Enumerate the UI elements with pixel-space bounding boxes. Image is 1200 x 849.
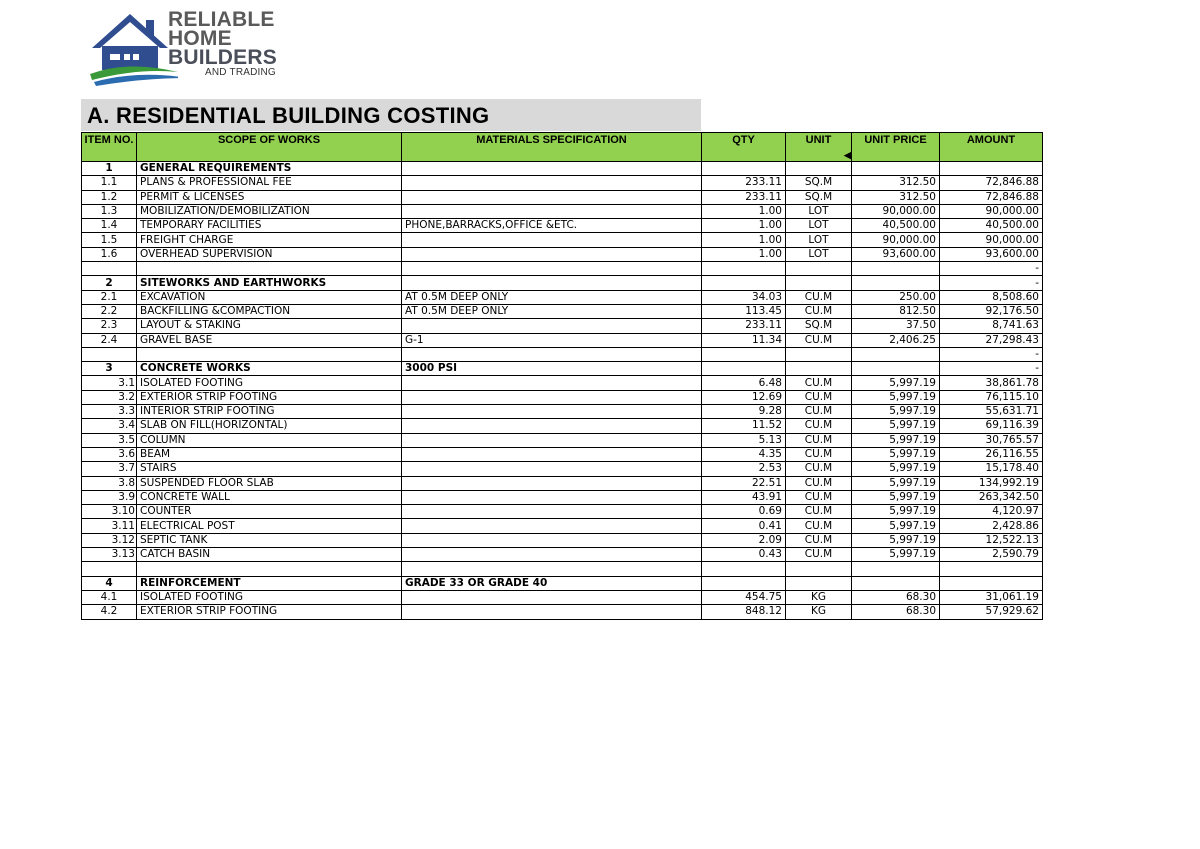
- cell-item-no[interactable]: 2.4: [82, 333, 137, 347]
- header-item-no: ITEM NO.: [82, 133, 137, 162]
- cell-amount[interactable]: -: [940, 262, 1043, 276]
- section-header-row: [82, 276, 1043, 290]
- cell-materials[interactable]: [402, 190, 702, 204]
- cell-item-no[interactable]: 1.1: [82, 176, 137, 190]
- cell-item-no[interactable]: 1: [82, 162, 137, 176]
- cell-materials[interactable]: [402, 533, 702, 547]
- cell-unit[interactable]: [786, 562, 852, 576]
- cell-qty[interactable]: 454.75: [702, 590, 786, 604]
- cell-item-no[interactable]: 1.3: [82, 204, 137, 218]
- cell-qty[interactable]: 233.11: [702, 319, 786, 333]
- cell-scope[interactable]: MOBILIZATION/DEMOBILIZATION: [137, 204, 402, 218]
- cell-scope[interactable]: EXTERIOR STRIP FOOTING: [137, 605, 402, 619]
- header-scope: SCOPE OF WORKS: [137, 133, 402, 162]
- cell-amount[interactable]: 55,631.71: [940, 405, 1043, 419]
- cell-qty[interactable]: 6.48: [702, 376, 786, 390]
- cell-unit[interactable]: [786, 276, 852, 290]
- cell-qty[interactable]: [702, 162, 786, 176]
- cell-unit-price[interactable]: 5,997.19: [852, 390, 940, 404]
- cell-unit[interactable]: CU.M: [786, 376, 852, 390]
- cell-unit-price[interactable]: 5,997.19: [852, 519, 940, 533]
- cell-unit-price[interactable]: 312.50: [852, 190, 940, 204]
- cell-materials[interactable]: PHONE,BARRACKS,OFFICE &ETC.: [402, 219, 702, 233]
- cell-amount[interactable]: 2,428.86: [940, 519, 1043, 533]
- table-row: [82, 190, 1043, 204]
- cell-amount[interactable]: 72,846.88: [940, 176, 1043, 190]
- cell-amount[interactable]: [940, 162, 1043, 176]
- cell-materials[interactable]: [402, 519, 702, 533]
- cell-materials[interactable]: [402, 176, 702, 190]
- cell-amount[interactable]: 26,116.55: [940, 447, 1043, 461]
- cell-unit[interactable]: CU.M: [786, 476, 852, 490]
- cell-scope[interactable]: INTERIOR STRIP FOOTING: [137, 405, 402, 419]
- cell-item-no[interactable]: 3: [82, 362, 137, 376]
- cell-unit-price[interactable]: [852, 162, 940, 176]
- cell-unit-price[interactable]: 812.50: [852, 304, 940, 318]
- cell-scope[interactable]: SITEWORKS AND EARTHWORKS: [137, 276, 402, 290]
- costing-table: [81, 132, 1043, 620]
- cell-materials[interactable]: [402, 405, 702, 419]
- cell-qty[interactable]: 9.28: [702, 405, 786, 419]
- cell-materials[interactable]: [402, 447, 702, 461]
- cell-scope[interactable]: CONCRETE WALL: [137, 490, 402, 504]
- cell-qty[interactable]: [702, 276, 786, 290]
- cell-materials[interactable]: AT 0.5M DEEP ONLY: [402, 290, 702, 304]
- cell-materials[interactable]: [402, 548, 702, 562]
- cell-amount[interactable]: 40,500.00: [940, 219, 1043, 233]
- cell-item-no[interactable]: 2.2: [82, 304, 137, 318]
- cell-materials[interactable]: [402, 233, 702, 247]
- cell-unit-price[interactable]: 5,997.19: [852, 433, 940, 447]
- table-row: [82, 347, 1043, 361]
- cell-unit[interactable]: CU.M: [786, 533, 852, 547]
- cell-unit[interactable]: CU.M: [786, 548, 852, 562]
- cell-scope[interactable]: PLANS & PROFESSIONAL FEE: [137, 176, 402, 190]
- table-row: [82, 204, 1043, 218]
- cell-unit[interactable]: KG: [786, 605, 852, 619]
- cell-unit[interactable]: LOT: [786, 219, 852, 233]
- cell-unit-price[interactable]: 312.50: [852, 176, 940, 190]
- cell-materials[interactable]: 3000 PSI: [402, 362, 702, 376]
- cell-scope[interactable]: REINFORCEMENT: [137, 576, 402, 590]
- table-row: [82, 304, 1043, 318]
- cell-materials[interactable]: [402, 247, 702, 261]
- cell-unit-price[interactable]: [852, 262, 940, 276]
- cell-qty[interactable]: 233.11: [702, 190, 786, 204]
- logo-line3: BUILDERS: [168, 46, 277, 69]
- cell-materials[interactable]: [402, 390, 702, 404]
- table-row: [82, 390, 1043, 404]
- cell-item-no[interactable]: 4: [82, 576, 137, 590]
- cell-unit[interactable]: CU.M: [786, 519, 852, 533]
- cell-unit[interactable]: SQ.M: [786, 190, 852, 204]
- cell-unit-price[interactable]: 250.00: [852, 290, 940, 304]
- logo-line2: HOME: [168, 27, 232, 50]
- cell-materials[interactable]: [402, 505, 702, 519]
- cell-materials[interactable]: GRADE 33 OR GRADE 40: [402, 576, 702, 590]
- cell-item-no[interactable]: 3.13: [82, 548, 137, 562]
- cell-qty[interactable]: 2.53: [702, 462, 786, 476]
- cell-unit[interactable]: CU.M: [786, 447, 852, 461]
- cell-qty[interactable]: 1.00: [702, 204, 786, 218]
- cell-amount[interactable]: [940, 562, 1043, 576]
- cell-amount[interactable]: 8,508.60: [940, 290, 1043, 304]
- cell-materials[interactable]: G-1: [402, 333, 702, 347]
- cell-amount[interactable]: 15,178.40: [940, 462, 1043, 476]
- cell-unit[interactable]: LOT: [786, 233, 852, 247]
- cell-materials[interactable]: [402, 276, 702, 290]
- cell-amount[interactable]: 76,115.10: [940, 390, 1043, 404]
- cell-scope[interactable]: EXCAVATION: [137, 290, 402, 304]
- table-header-row: [82, 133, 1043, 162]
- cell-unit-price[interactable]: 5,997.19: [852, 405, 940, 419]
- cell-scope[interactable]: FREIGHT CHARGE: [137, 233, 402, 247]
- cell-qty[interactable]: 0.69: [702, 505, 786, 519]
- cell-item-no[interactable]: 2.3: [82, 319, 137, 333]
- cell-qty[interactable]: 113.45: [702, 304, 786, 318]
- cell-amount[interactable]: 31,061.19: [940, 590, 1043, 604]
- cell-amount[interactable]: 38,861.78: [940, 376, 1043, 390]
- page-title: A. RESIDENTIAL BUILDING COSTING: [87, 103, 490, 128]
- cell-unit-price[interactable]: [852, 276, 940, 290]
- table-row: [82, 605, 1043, 619]
- cell-amount[interactable]: 4,120.97: [940, 505, 1043, 519]
- cell-item-no[interactable]: 3.4: [82, 419, 137, 433]
- cell-qty[interactable]: 1.00: [702, 247, 786, 261]
- cell-qty[interactable]: 848.12: [702, 605, 786, 619]
- cell-materials[interactable]: [402, 605, 702, 619]
- table-row: [82, 405, 1043, 419]
- cell-unit[interactable]: CU.M: [786, 433, 852, 447]
- cell-unit-price[interactable]: 5,997.19: [852, 462, 940, 476]
- cell-scope[interactable]: [137, 562, 402, 576]
- cell-unit-price[interactable]: 5,997.19: [852, 476, 940, 490]
- cell-unit[interactable]: CU.M: [786, 290, 852, 304]
- cell-scope[interactable]: BACKFILLING &COMPACTION: [137, 304, 402, 318]
- cell-qty[interactable]: [702, 362, 786, 376]
- cell-qty[interactable]: [702, 562, 786, 576]
- cell-item-no[interactable]: 4.2: [82, 605, 137, 619]
- section-header-row: [82, 576, 1043, 590]
- cell-qty[interactable]: 43.91: [702, 490, 786, 504]
- cell-qty[interactable]: 1.00: [702, 233, 786, 247]
- cell-unit-price[interactable]: 5,997.19: [852, 490, 940, 504]
- table-row: [82, 490, 1043, 504]
- cell-scope[interactable]: SUSPENDED FLOOR SLAB: [137, 476, 402, 490]
- title-bar: [81, 99, 701, 131]
- cell-amount[interactable]: 12,522.13: [940, 533, 1043, 547]
- cell-unit-price[interactable]: 2,406.25: [852, 333, 940, 347]
- cell-unit[interactable]: [786, 162, 852, 176]
- cell-scope[interactable]: COLUMN: [137, 433, 402, 447]
- cell-qty[interactable]: 0.43: [702, 548, 786, 562]
- cell-unit[interactable]: CU.M: [786, 490, 852, 504]
- table-row: [82, 247, 1043, 261]
- cell-scope[interactable]: [137, 347, 402, 361]
- cell-scope[interactable]: OVERHEAD SUPERVISION: [137, 247, 402, 261]
- cell-amount[interactable]: 72,846.88: [940, 190, 1043, 204]
- cell-unit-price[interactable]: 5,997.19: [852, 419, 940, 433]
- cell-item-no[interactable]: 2.1: [82, 290, 137, 304]
- header-qty: QTY: [702, 133, 786, 162]
- cell-scope[interactable]: PERMIT & LICENSES: [137, 190, 402, 204]
- cell-item-no[interactable]: 4.1: [82, 590, 137, 604]
- cell-unit-price[interactable]: [852, 576, 940, 590]
- cell-materials[interactable]: [402, 319, 702, 333]
- cell-unit[interactable]: KG: [786, 590, 852, 604]
- cell-scope[interactable]: BEAM: [137, 447, 402, 461]
- cell-unit[interactable]: CU.M: [786, 405, 852, 419]
- cell-amount[interactable]: 8,741.63: [940, 319, 1043, 333]
- header-materials: MATERIALS SPECIFICATION: [402, 133, 702, 162]
- table-row: [82, 290, 1043, 304]
- cell-materials[interactable]: [402, 490, 702, 504]
- cell-item-no[interactable]: 3.10: [82, 505, 137, 519]
- cell-amount[interactable]: 90,000.00: [940, 233, 1043, 247]
- cell-amount[interactable]: 134,992.19: [940, 476, 1043, 490]
- cell-scope[interactable]: GENERAL REQUIREMENTS: [137, 162, 402, 176]
- table-row: [82, 433, 1043, 447]
- cell-unit[interactable]: LOT: [786, 204, 852, 218]
- cell-item-no[interactable]: 3.7: [82, 462, 137, 476]
- cell-scope[interactable]: [137, 262, 402, 276]
- header-unit[interactable]: UNIT ◀: [786, 133, 852, 162]
- cell-scope[interactable]: COUNTER: [137, 505, 402, 519]
- cell-amount[interactable]: 93,600.00: [940, 247, 1043, 261]
- table-row: [82, 447, 1043, 461]
- cell-scope[interactable]: CATCH BASIN: [137, 548, 402, 562]
- cell-unit-price[interactable]: [852, 347, 940, 361]
- cell-scope[interactable]: SEPTIC TANK: [137, 533, 402, 547]
- cell-unit-price[interactable]: 37.50: [852, 319, 940, 333]
- cell-item-no[interactable]: 3.5: [82, 433, 137, 447]
- cell-qty[interactable]: 12.69: [702, 390, 786, 404]
- cell-qty[interactable]: 4.35: [702, 447, 786, 461]
- cell-materials[interactable]: [402, 376, 702, 390]
- cell-qty[interactable]: [702, 347, 786, 361]
- cell-item-no[interactable]: 1.6: [82, 247, 137, 261]
- cell-item-no[interactable]: [82, 347, 137, 361]
- table-row: [82, 590, 1043, 604]
- cell-qty[interactable]: [702, 576, 786, 590]
- cell-amount[interactable]: -: [940, 347, 1043, 361]
- cell-unit-price[interactable]: 68.30: [852, 605, 940, 619]
- cell-materials[interactable]: [402, 162, 702, 176]
- cell-unit-price[interactable]: 5,997.19: [852, 447, 940, 461]
- cell-unit[interactable]: CU.M: [786, 304, 852, 318]
- cell-scope[interactable]: GRAVEL BASE: [137, 333, 402, 347]
- cell-amount[interactable]: 69,116.39: [940, 419, 1043, 433]
- cell-unit-price[interactable]: [852, 362, 940, 376]
- cell-scope[interactable]: CONCRETE WORKS: [137, 362, 402, 376]
- cell-item-no[interactable]: [82, 262, 137, 276]
- cell-item-no[interactable]: [82, 562, 137, 576]
- table-row: [82, 376, 1043, 390]
- cell-amount[interactable]: 263,342.50: [940, 490, 1043, 504]
- cell-unit-price[interactable]: 5,997.19: [852, 376, 940, 390]
- cell-item-no[interactable]: 1.2: [82, 190, 137, 204]
- cell-amount[interactable]: 57,929.62: [940, 605, 1043, 619]
- cell-qty[interactable]: 5.13: [702, 433, 786, 447]
- cell-scope[interactable]: LAYOUT & STAKING: [137, 319, 402, 333]
- cell-amount[interactable]: -: [940, 362, 1043, 376]
- cell-scope[interactable]: ELECTRICAL POST: [137, 519, 402, 533]
- cell-unit-price[interactable]: 5,997.19: [852, 505, 940, 519]
- cell-amount[interactable]: -: [940, 276, 1043, 290]
- cell-unit[interactable]: SQ.M: [786, 176, 852, 190]
- cell-unit[interactable]: CU.M: [786, 333, 852, 347]
- cell-unit[interactable]: [786, 262, 852, 276]
- table-row: [82, 462, 1043, 476]
- cell-unit-price[interactable]: 93,600.00: [852, 247, 940, 261]
- cell-materials[interactable]: [402, 476, 702, 490]
- cell-scope[interactable]: ISOLATED FOOTING: [137, 590, 402, 604]
- cell-unit[interactable]: SQ.M: [786, 319, 852, 333]
- company-logo: [88, 8, 306, 90]
- cell-amount[interactable]: 2,590.79: [940, 548, 1043, 562]
- cell-unit-price[interactable]: 90,000.00: [852, 204, 940, 218]
- house-logo-icon: [88, 8, 178, 90]
- table-row: [82, 505, 1043, 519]
- header-unit-price: UNIT PRICE: [852, 133, 940, 162]
- cell-amount[interactable]: [940, 576, 1043, 590]
- table-row: [82, 548, 1043, 562]
- table-row: [82, 262, 1043, 276]
- cell-unit[interactable]: CU.M: [786, 419, 852, 433]
- cell-item-no[interactable]: 3.12: [82, 533, 137, 547]
- cell-item-no[interactable]: 3.9: [82, 490, 137, 504]
- cell-unit-price[interactable]: 40,500.00: [852, 219, 940, 233]
- cell-unit-price[interactable]: 68.30: [852, 590, 940, 604]
- cell-item-no[interactable]: 3.11: [82, 519, 137, 533]
- cell-amount[interactable]: 90,000.00: [940, 204, 1043, 218]
- cell-materials[interactable]: [402, 433, 702, 447]
- cell-unit-price[interactable]: 5,997.19: [852, 548, 940, 562]
- header-amount: AMOUNT: [940, 133, 1043, 162]
- table-row: [82, 419, 1043, 433]
- cell-scope[interactable]: STAIRS: [137, 462, 402, 476]
- table-row: [82, 476, 1043, 490]
- section-header-row: [82, 162, 1043, 176]
- cell-amount[interactable]: 92,176.50: [940, 304, 1043, 318]
- cell-unit[interactable]: LOT: [786, 247, 852, 261]
- table-row: [82, 533, 1043, 547]
- cell-unit-price[interactable]: 90,000.00: [852, 233, 940, 247]
- cell-unit[interactable]: [786, 347, 852, 361]
- cell-unit-price[interactable]: [852, 562, 940, 576]
- logo-subtitle: AND TRADING: [205, 67, 276, 78]
- cell-materials[interactable]: AT 0.5M DEEP ONLY: [402, 304, 702, 318]
- cell-scope[interactable]: ISOLATED FOOTING: [137, 376, 402, 390]
- cell-item-no[interactable]: 3.1: [82, 376, 137, 390]
- cell-item-no[interactable]: 1.5: [82, 233, 137, 247]
- cell-materials[interactable]: [402, 262, 702, 276]
- cell-qty[interactable]: 34.03: [702, 290, 786, 304]
- cell-unit[interactable]: [786, 362, 852, 376]
- cell-scope[interactable]: TEMPORARY FACILITIES: [137, 219, 402, 233]
- filter-arrow-icon[interactable]: ◀: [844, 150, 851, 160]
- cell-item-no[interactable]: 3.3: [82, 405, 137, 419]
- cell-qty[interactable]: 11.52: [702, 419, 786, 433]
- cell-qty[interactable]: 11.34: [702, 333, 786, 347]
- cell-materials[interactable]: [402, 419, 702, 433]
- cell-unit[interactable]: CU.M: [786, 505, 852, 519]
- table-row: [82, 333, 1043, 347]
- cell-item-no[interactable]: 1.4: [82, 219, 137, 233]
- table-row: [82, 176, 1043, 190]
- table-row: [82, 562, 1043, 576]
- cell-item-no[interactable]: 3.6: [82, 447, 137, 461]
- cell-qty[interactable]: 233.11: [702, 176, 786, 190]
- cell-amount[interactable]: 27,298.43: [940, 333, 1043, 347]
- cell-materials[interactable]: [402, 590, 702, 604]
- table-row: [82, 219, 1043, 233]
- cell-scope[interactable]: SLAB ON FILL(HORIZONTAL): [137, 419, 402, 433]
- cell-materials[interactable]: [402, 462, 702, 476]
- logo-line1: RELIABLE: [168, 8, 275, 31]
- table-row: [82, 233, 1043, 247]
- cell-unit-price[interactable]: 5,997.19: [852, 533, 940, 547]
- cell-unit[interactable]: CU.M: [786, 462, 852, 476]
- cell-item-no[interactable]: 3.2: [82, 390, 137, 404]
- cell-item-no[interactable]: 2: [82, 276, 137, 290]
- table-row: [82, 319, 1043, 333]
- cell-qty[interactable]: [702, 262, 786, 276]
- cell-materials[interactable]: [402, 562, 702, 576]
- cell-qty[interactable]: 1.00: [702, 219, 786, 233]
- cell-unit[interactable]: [786, 576, 852, 590]
- cell-unit[interactable]: CU.M: [786, 390, 852, 404]
- cell-qty[interactable]: 22.51: [702, 476, 786, 490]
- cell-scope[interactable]: EXTERIOR STRIP FOOTING: [137, 390, 402, 404]
- table-row: [82, 519, 1043, 533]
- cell-qty[interactable]: 0.41: [702, 519, 786, 533]
- section-header-row: [82, 362, 1043, 376]
- cell-materials[interactable]: [402, 204, 702, 218]
- cell-materials[interactable]: [402, 347, 702, 361]
- cell-amount[interactable]: 30,765.57: [940, 433, 1043, 447]
- cell-item-no[interactable]: 3.8: [82, 476, 137, 490]
- cell-qty[interactable]: 2.09: [702, 533, 786, 547]
